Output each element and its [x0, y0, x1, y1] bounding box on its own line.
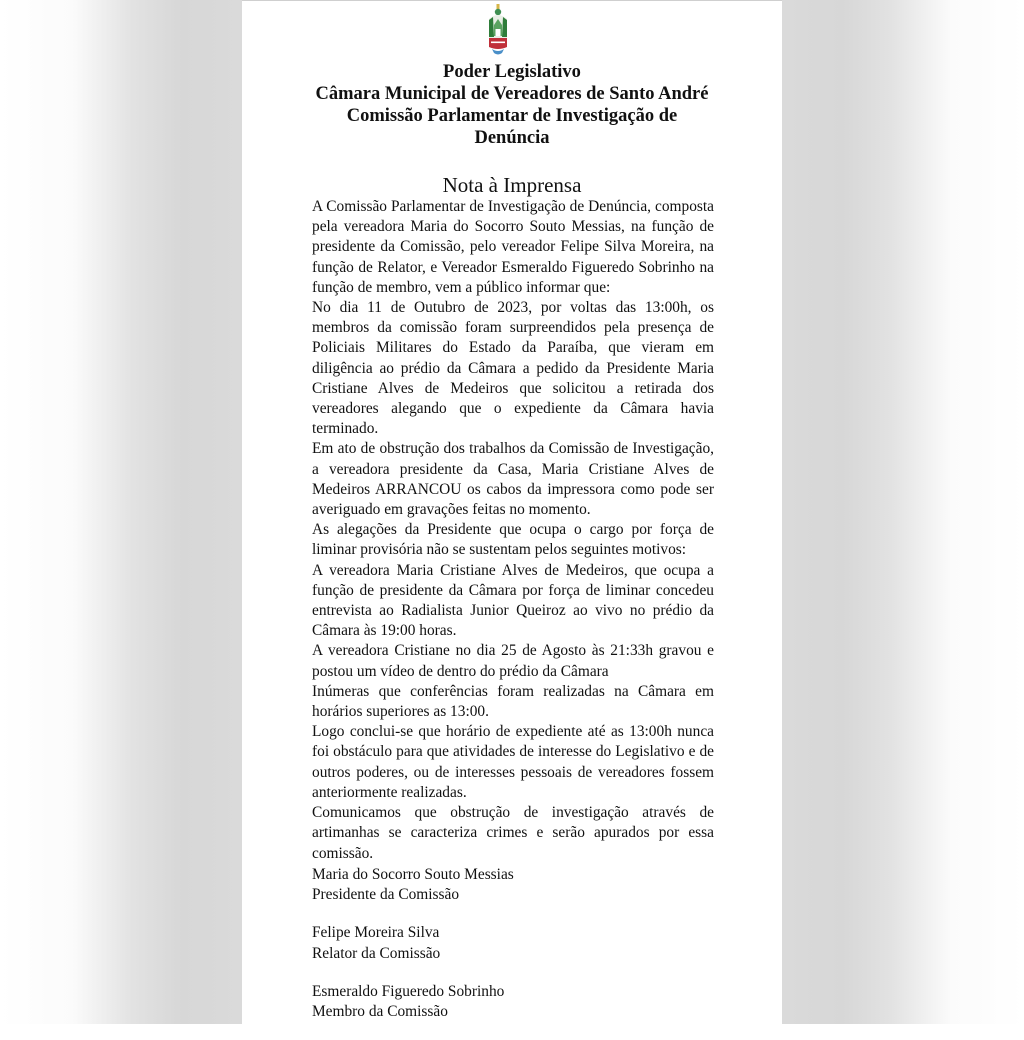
body-paragraph: No dia 11 de Outubro de 2023, por voltas das 13:00h, os membros da comissão foram surpreendidos pela presença de Policiais Militares do Estado da Paraíba, que vieram em diligência ao prédio da Câmara a pedido da Presidente Maria Cristiane Alves de Medeiros que solicitou a retirada dos vereadores alegando que o expediente da Câmara havia terminado. — [312, 299, 714, 438]
signature-role: Presidente da Comissão — [312, 886, 460, 904]
signature-block-president — [312, 865, 514, 905]
signature-name: Maria do Socorro Souto Messias — [312, 866, 514, 883]
header-line-branch: Poder Legislativo — [443, 62, 581, 82]
header-line-commission: Comissão Parlamentar de Investigação de — [346, 106, 678, 126]
document-title: Nota à Imprensa — [442, 173, 582, 197]
body-paragraph: A Comissão Parlamentar de Investigação de Denúncia, composta pela vereadora Maria do Socorro Souto Messias, na função de presidente da Comissão, pelo vereador Felipe Silva Moreira, na função de Relator, e Vereador Esmeraldo Figueredo Sobrinho na função de membro, vem a público informar que: — [312, 198, 714, 296]
header-line-commission-cont: Denúncia — [474, 128, 550, 148]
signature-name: Esmeraldo Figueredo Sobrinho — [312, 982, 505, 1000]
body-paragraph: Inúmeras que conferências foram realizadas na Câmara em horários superiores as 13:00. — [312, 682, 714, 721]
blurred-background-right — [782, 0, 1024, 1024]
blurred-background-left — [0, 0, 242, 1024]
signature-role: Membro da Comissão — [312, 1003, 448, 1021]
document-header — [242, 61, 782, 149]
body-paragraph: Comunicamos que obstrução de investigação através de artimanhas se caracteriza crimes e serão apurados por essa comissão. — [312, 804, 714, 862]
body-paragraph: A vereadora Maria Cristiane Alves de Medeiros, que ocupa a função de presidente da Câmara por força de liminar concedeu entrevista ao Radialista Junior Queiroz ao vivo no prédio da Câmara às 19:00 horas. — [312, 561, 714, 640]
body-paragraph: A vereadora Cristiane no dia 25 de Agosto às 21:33h gravou e postou um vídeo de dentro do prédio da Câmara — [312, 642, 714, 680]
body-paragraph: Logo conclui-se que horário de expediente até as 13:00h nunca foi obstáculo para que atividades de interesse do Legislativo e de outros poderes, ou de interesses pessoais de vereadores fossem anteriormente realizadas. — [312, 723, 714, 801]
body-paragraph: As alegações da Presidente que ocupa o cargo por força de liminar provisória não se sustentam pelos seguintes motivos: — [312, 521, 714, 559]
body-paragraph: Em ato de obstrução dos trabalhos da Comissão de Investigação, a vereadora presidente da Casa, Maria Cristiane Alves de Medeiros ARRANCOU os cabos da impressora como pode ser averiguado em gravações feitas no momento. — [312, 440, 714, 519]
signature-name: Felipe Moreira Silva — [312, 924, 440, 942]
coat-of-arms-icon — [486, 3, 510, 59]
signature-block-rapporteur — [312, 923, 514, 963]
signature-section — [312, 865, 514, 1040]
signature-role: Relator da Comissão — [312, 944, 441, 962]
header-line-chamber: Câmara Municipal de Vereadores de Santo André — [315, 84, 709, 104]
signature-block-member — [312, 982, 514, 1022]
document-page — [242, 0, 782, 1024]
document-body — [312, 197, 714, 864]
